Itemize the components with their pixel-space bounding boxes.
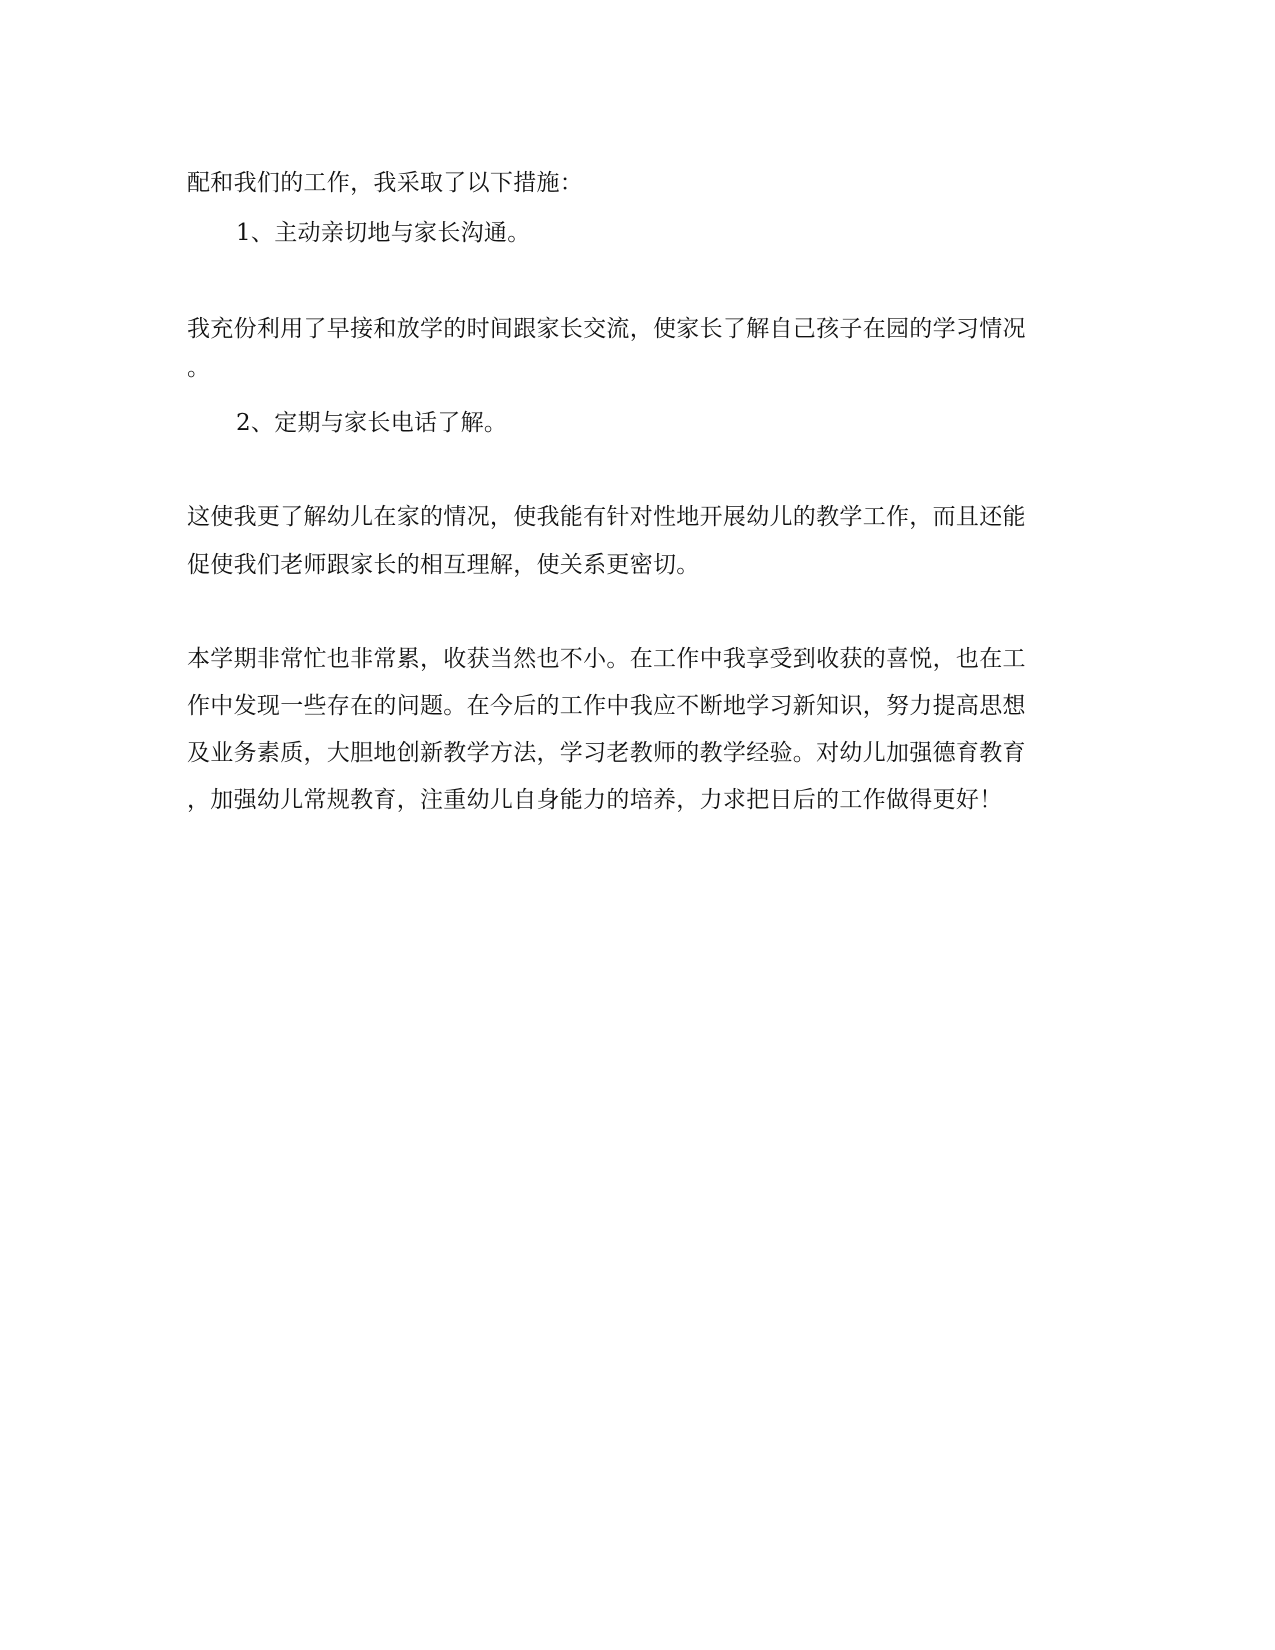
text-line-paragraph-2-end: 促使我们老师跟家长的相互理解，使关系更密切。 bbox=[187, 552, 700, 578]
text-line-paragraph-1: 我充份利用了早接和放学的时间跟家长交流，使家长了解自己孩子在园的学习情况 bbox=[187, 316, 1026, 342]
text-line-paragraph-3: 及业务素质，大胆地创新教学方法，学习老教师的教学经验。对幼儿加强德育教育 bbox=[187, 740, 1026, 766]
text-line-paragraph-2: 这使我更了解幼儿在家的情况，使我能有针对性地开展幼儿的教学工作，而且还能 bbox=[187, 504, 1026, 530]
list-item-1: 1、主动亲切地与家长沟通。 bbox=[236, 220, 531, 246]
text-line-paragraph-1-end: 。 bbox=[187, 355, 211, 381]
text-line-paragraph-3-end: ，加强幼儿常规教育，注重幼儿自身能力的培养，力求把日后的工作做得更好！ bbox=[187, 787, 1003, 813]
text-line-paragraph-3: 作中发现一些存在的问题。在今后的工作中我应不断地学习新知识，努力提高思想 bbox=[187, 693, 1026, 719]
list-item-2: 2、定期与家长电话了解。 bbox=[236, 410, 508, 436]
text-line-continuation: 配和我们的工作，我采取了以下措施： bbox=[187, 170, 584, 196]
text-line-paragraph-3: 本学期非常忙也非常累，收获当然也不小。在工作中我享受到收获的喜悦，也在工 bbox=[187, 646, 1026, 672]
